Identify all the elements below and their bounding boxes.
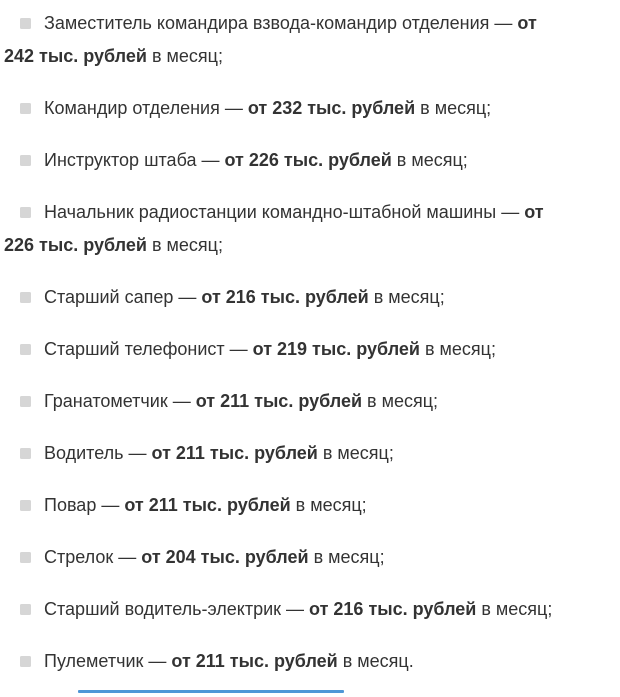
salary-text: от 219 тыс. рублей — [252, 339, 420, 359]
position-text: Заместитель командира взвода-командир отделения — — [44, 13, 518, 33]
period-text: в месяц; — [146, 235, 223, 255]
salary-text: от 211 тыс. рублей — [151, 443, 318, 463]
square-bullet-icon — [20, 103, 31, 114]
period-text: в месяц. — [337, 651, 414, 671]
salary-text: от 226 тыс. рублей — [4, 202, 544, 255]
salary-text: от 211 тыс. рублей — [124, 495, 291, 515]
salary-text: от 211 тыс. рублей — [195, 391, 363, 411]
salary-text: от 211 тыс. рублей — [171, 651, 338, 671]
position-text: Пулеметчик — — [44, 651, 172, 671]
period-text: в месяц; — [415, 98, 492, 118]
list-item — [4, 645, 616, 678]
period-text: в месяц; — [308, 547, 385, 567]
square-bullet-icon — [20, 656, 31, 667]
position-text: Стрелок — — [44, 547, 142, 567]
period-text: в месяц; — [146, 46, 223, 66]
list-item — [4, 144, 616, 177]
position-text: Старший телефонист — — [44, 339, 253, 359]
square-bullet-icon — [20, 552, 31, 563]
square-bullet-icon — [20, 344, 31, 355]
position-text: Начальник радиостанции командно-штабной машины — — [44, 202, 525, 222]
salary-text: от 216 тыс. рублей — [309, 599, 477, 619]
salary-text: от 232 тыс. рублей — [247, 98, 416, 118]
position-text: Повар — — [44, 495, 125, 515]
position-text: Командир отделения — — [44, 98, 248, 118]
list-item — [4, 489, 616, 522]
square-bullet-icon — [20, 448, 31, 459]
position-text: Водитель — — [44, 443, 152, 463]
square-bullet-icon — [20, 500, 31, 511]
period-text: в месяц; — [290, 495, 367, 515]
period-text: в месяц; — [476, 599, 553, 619]
period-text: в месяц; — [362, 391, 439, 411]
salary-text: от 204 тыс. рублей — [141, 547, 309, 567]
list-item — [4, 196, 616, 262]
list-item — [4, 92, 616, 125]
period-text: в месяц; — [419, 339, 496, 359]
list-item — [4, 437, 616, 470]
position-text: Старший водитель-электрик — — [44, 599, 310, 619]
list-item — [4, 385, 616, 418]
salary-text: от 242 тыс. рублей — [4, 13, 537, 66]
period-text: в месяц; — [368, 287, 445, 307]
list-item — [4, 281, 616, 314]
square-bullet-icon — [20, 207, 31, 218]
position-text: Гранатометчик — — [44, 391, 196, 411]
list-item — [4, 593, 616, 626]
list-item — [4, 7, 616, 73]
square-bullet-icon — [20, 18, 31, 29]
salary-text: от 216 тыс. рублей — [201, 287, 369, 307]
position-text: Старший сапер — — [44, 287, 202, 307]
square-bullet-icon — [20, 155, 31, 166]
square-bullet-icon — [20, 396, 31, 407]
period-text: в месяц; — [391, 150, 468, 170]
square-bullet-icon — [20, 604, 31, 615]
position-text: Инструктор штаба — — [44, 150, 225, 170]
list-item — [4, 541, 616, 574]
cutoff-blue-element-edge — [78, 690, 344, 693]
square-bullet-icon — [20, 292, 31, 303]
period-text: в месяц; — [317, 443, 394, 463]
list-item — [4, 333, 616, 366]
salary-text: от 226 тыс. рублей — [224, 150, 392, 170]
